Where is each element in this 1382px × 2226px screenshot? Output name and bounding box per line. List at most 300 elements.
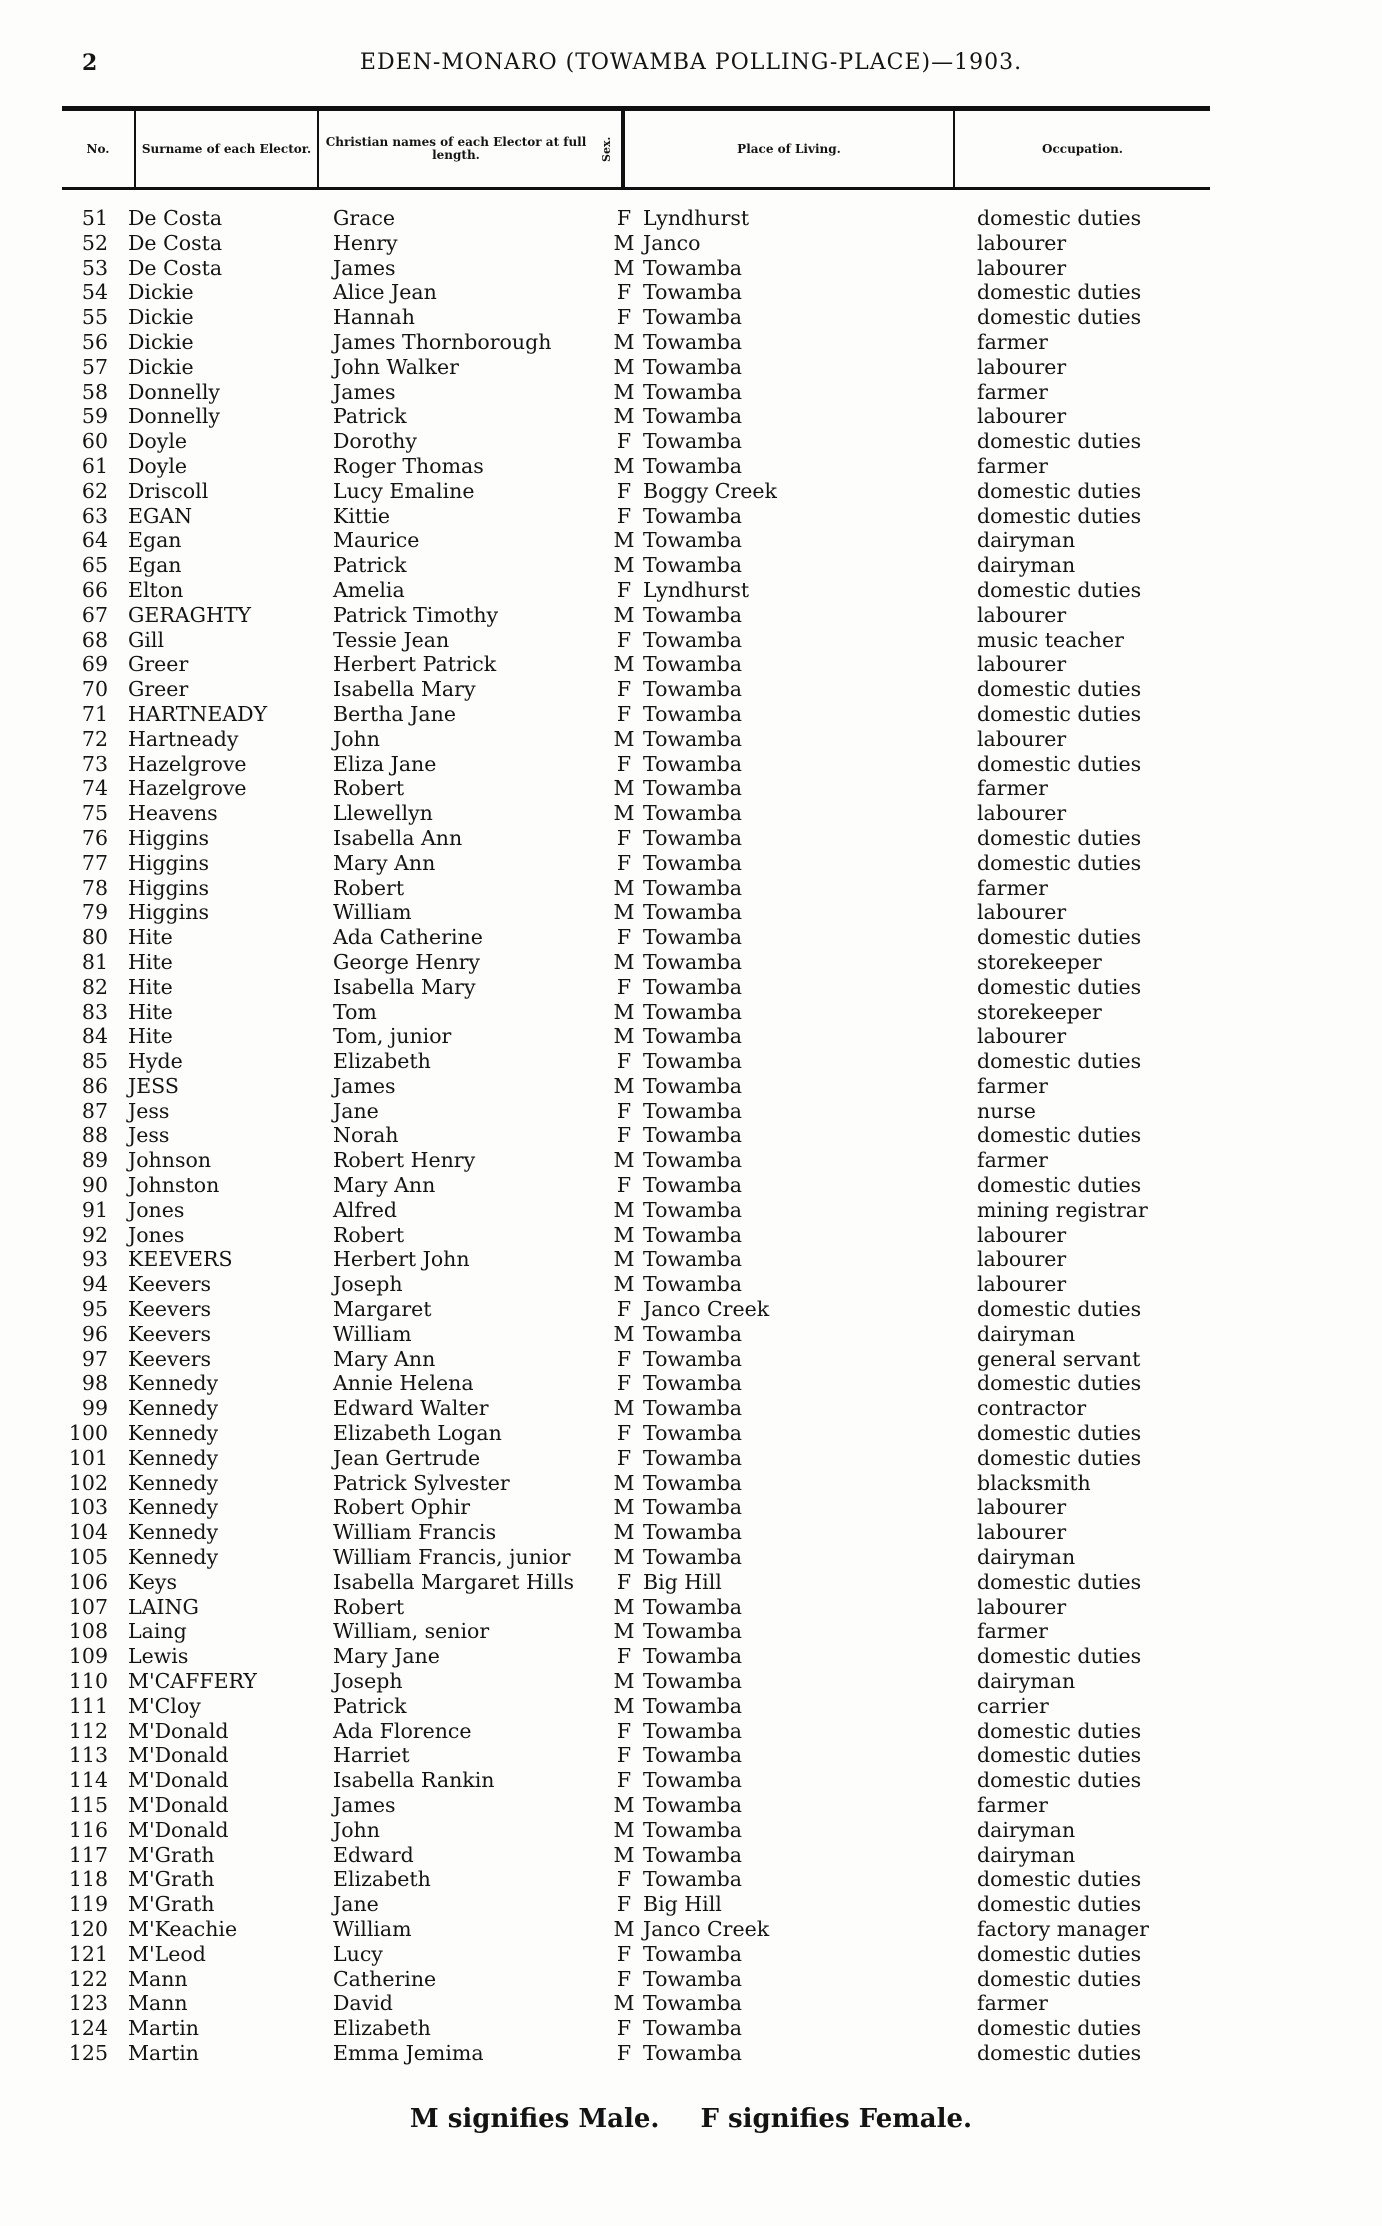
elector-sex: M: [613, 230, 635, 255]
elector-sex: F: [616, 1569, 632, 1594]
table-row: [62, 578, 1222, 603]
elector-place: Towamba: [643, 553, 742, 578]
elector-number: 92: [81, 1222, 108, 1247]
elector-number: 71: [81, 701, 108, 726]
table-row: [62, 256, 1222, 281]
table-row: [62, 206, 1222, 231]
elector-place: Towamba: [643, 1222, 742, 1247]
elector-surname: M'Grath: [128, 1842, 215, 1867]
elector-christian-names: Jean Gertrude: [333, 1445, 481, 1470]
elector-surname: Keevers: [128, 1272, 212, 1297]
table-row: [62, 826, 1222, 851]
elector-surname: Keevers: [128, 1321, 212, 1346]
elector-occupation: farmer: [977, 875, 1048, 900]
elector-sex: M: [613, 1842, 635, 1867]
elector-occupation: farmer: [977, 329, 1048, 354]
elector-christian-names: George Henry: [333, 949, 481, 974]
table-row: [62, 1074, 1222, 1099]
elector-christian-names: Tom, junior: [333, 1024, 452, 1049]
elector-place: Lyndhurst: [643, 577, 750, 602]
elector-sex: M: [613, 801, 635, 826]
elector-place: Towamba: [643, 1644, 742, 1669]
table-row: [62, 479, 1222, 504]
elector-christian-names: Edward: [333, 1842, 414, 1867]
table-row: [62, 1669, 1222, 1694]
elector-christian-names: Catherine: [333, 1966, 437, 1991]
elector-christian-names: Annie Helena: [333, 1371, 474, 1396]
elector-surname: GERAGHTY: [128, 602, 252, 627]
elector-number: 51: [81, 206, 108, 230]
elector-number: 64: [81, 528, 108, 553]
elector-christian-names: Grace: [333, 206, 396, 230]
elector-sex: F: [616, 627, 632, 652]
elector-christian-names: Lucy: [333, 1941, 383, 1966]
elector-sex: F: [616, 850, 632, 875]
elector-number: 86: [81, 1073, 108, 1098]
elector-occupation: labourer: [977, 404, 1067, 429]
elector-sex: M: [613, 1991, 635, 2016]
elector-surname: Higgins: [128, 850, 209, 875]
elector-sex: F: [616, 1445, 632, 1470]
elector-number: 84: [81, 1024, 108, 1049]
elector-sex: M: [613, 726, 635, 751]
elector-number: 112: [68, 1718, 108, 1743]
elector-surname: Doyle: [128, 453, 188, 478]
table-row: [62, 1719, 1222, 1744]
elector-surname: M'Donald: [128, 1743, 229, 1768]
elector-number: 91: [81, 1197, 108, 1222]
elector-sex: M: [613, 453, 635, 478]
elector-number: 54: [81, 280, 108, 305]
elector-christian-names: Dorothy: [333, 429, 417, 454]
elector-number: 105: [68, 1545, 108, 1570]
column-header-christian-names: Christian names of each Elector at full length.: [317, 111, 593, 187]
table-row: [62, 1619, 1222, 1644]
elector-christian-names: William Francis, junior: [333, 1545, 571, 1570]
elector-sex: F: [616, 503, 632, 528]
elector-surname: HARTNEADY: [128, 701, 268, 726]
elector-place: Janco Creek: [643, 1297, 770, 1322]
elector-surname: Dickie: [128, 280, 194, 305]
elector-number: 117: [68, 1842, 108, 1867]
elector-number: 100: [68, 1421, 108, 1446]
elector-surname: Kennedy: [128, 1470, 219, 1495]
elector-place: Big Hill: [643, 1892, 722, 1917]
elector-number: 78: [81, 875, 108, 900]
elector-christian-names: Tessie Jean: [333, 627, 450, 652]
elector-occupation: domestic duties: [977, 1867, 1142, 1892]
elector-number: 113: [68, 1743, 108, 1768]
elector-sex: M: [613, 1321, 635, 1346]
elector-place: Towamba: [643, 255, 742, 280]
table-row: [62, 1545, 1222, 1570]
table-row: [62, 1148, 1222, 1173]
elector-number: 124: [68, 2016, 108, 2041]
elector-occupation: labourer: [977, 1520, 1067, 1545]
elector-occupation: domestic duties: [977, 1718, 1142, 1743]
elector-place: Towamba: [643, 2040, 742, 2065]
elector-number: 111: [68, 1693, 108, 1718]
elector-place: Towamba: [643, 1247, 742, 1272]
elector-sex: F: [616, 1371, 632, 1396]
elector-place: Towamba: [643, 701, 742, 726]
elector-sex: M: [613, 1545, 635, 1570]
elector-number: 106: [68, 1569, 108, 1594]
elector-christian-names: William: [333, 1916, 412, 1941]
elector-number: 107: [68, 1594, 108, 1619]
elector-occupation: dairyman: [977, 528, 1076, 553]
page-title: EDEN-MONARO (TOWAMBA POLLING-PLACE)—1903.: [359, 50, 1023, 75]
elector-place: Towamba: [643, 354, 742, 379]
elector-sex: F: [616, 1098, 632, 1123]
elector-occupation: domestic duties: [977, 1966, 1142, 1991]
elector-occupation: domestic duties: [977, 577, 1142, 602]
table-row: [62, 925, 1222, 950]
elector-surname: JESS: [128, 1073, 179, 1098]
elector-surname: Hite: [128, 925, 173, 950]
table-row: [62, 231, 1222, 256]
elector-place: Towamba: [643, 528, 742, 553]
table-row: [62, 776, 1222, 801]
elector-surname: Laing: [128, 1619, 187, 1644]
elector-sex: M: [613, 1272, 635, 1297]
elector-surname: Higgins: [128, 900, 209, 925]
elector-surname: Lewis: [128, 1644, 189, 1669]
elector-surname: Donnelly: [128, 404, 221, 429]
elector-sex: F: [616, 1644, 632, 1669]
elector-occupation: dairyman: [977, 1669, 1076, 1694]
elector-surname: KEEVERS: [128, 1247, 233, 1272]
elector-sex: M: [613, 602, 635, 627]
elector-occupation: contractor: [977, 1396, 1087, 1421]
elector-christian-names: Isabella Mary: [333, 677, 476, 702]
elector-place: Towamba: [643, 329, 742, 354]
elector-number: 57: [81, 354, 108, 379]
elector-occupation: domestic duties: [977, 2040, 1142, 2065]
elector-place: Towamba: [643, 1991, 742, 2016]
elector-number: 61: [81, 453, 108, 478]
elector-sex: M: [613, 354, 635, 379]
elector-christian-names: William Francis: [333, 1520, 497, 1545]
elector-occupation: domestic duties: [977, 1569, 1142, 1594]
elector-sex: F: [616, 1123, 632, 1148]
elector-number: 125: [68, 2040, 108, 2065]
elector-occupation: labourer: [977, 652, 1067, 677]
table-row: [62, 1867, 1222, 1892]
elector-sex: M: [613, 1470, 635, 1495]
elector-number: 63: [81, 503, 108, 528]
elector-number: 62: [81, 478, 108, 503]
elector-number: 77: [81, 850, 108, 875]
elector-occupation: farmer: [977, 1148, 1048, 1173]
elector-christian-names: Herbert John: [333, 1247, 470, 1272]
elector-christian-names: Robert Henry: [333, 1148, 476, 1173]
elector-surname: Kennedy: [128, 1520, 219, 1545]
elector-christian-names: Mary Ann: [333, 1346, 436, 1371]
elector-place: Towamba: [643, 1272, 742, 1297]
elector-christian-names: Isabella Mary: [333, 974, 476, 999]
elector-place: Boggy Creek: [643, 478, 777, 503]
elector-sex: M: [613, 652, 635, 677]
elector-place: Towamba: [643, 1817, 742, 1842]
elector-place: Towamba: [643, 875, 742, 900]
elector-surname: Martin: [128, 2040, 200, 2065]
elector-christian-names: James Thornborough: [333, 329, 552, 354]
elector-sex: F: [616, 1867, 632, 1892]
elector-christian-names: Patrick Sylvester: [333, 1470, 510, 1495]
elector-place: Towamba: [643, 1123, 742, 1148]
elector-christian-names: Jane: [333, 1098, 379, 1123]
elector-place: Towamba: [643, 1768, 742, 1793]
table-row: [62, 1570, 1222, 1595]
elector-occupation: dairyman: [977, 1817, 1076, 1842]
elector-occupation: domestic duties: [977, 1049, 1142, 1074]
elector-number: 56: [81, 329, 108, 354]
elector-surname: M'Donald: [128, 1768, 229, 1793]
elector-place: Big Hill: [643, 1569, 722, 1594]
elector-occupation: domestic duties: [977, 1768, 1142, 1793]
elector-place: Towamba: [643, 1098, 742, 1123]
column-header-occupation: Occupation.: [953, 111, 1210, 187]
elector-occupation: general servant: [977, 1346, 1141, 1371]
table-row: [62, 1322, 1222, 1347]
elector-sex: M: [613, 1916, 635, 1941]
elector-sex: F: [616, 825, 632, 850]
elector-number: 79: [81, 900, 108, 925]
table-row: [62, 380, 1222, 405]
table-row: [62, 1768, 1222, 1793]
elector-place: Towamba: [643, 1148, 742, 1173]
elector-number: 102: [68, 1470, 108, 1495]
elector-christian-names: Lucy Emaline: [333, 478, 475, 503]
elector-number: 116: [68, 1817, 108, 1842]
elector-place: Towamba: [643, 1867, 742, 1892]
elector-number: 70: [81, 677, 108, 702]
elector-surname: Dickie: [128, 354, 194, 379]
table-row: [62, 1223, 1222, 1248]
female-legend: F signifies Female.: [700, 2104, 973, 2134]
table-row: [62, 1471, 1222, 1496]
elector-occupation: labourer: [977, 354, 1067, 379]
elector-surname: Keevers: [128, 1346, 212, 1371]
elector-christian-names: Elizabeth: [333, 1867, 431, 1892]
elector-sex: M: [613, 528, 635, 553]
elector-number: 83: [81, 999, 108, 1024]
elector-occupation: domestic duties: [977, 825, 1142, 850]
elector-sex: F: [616, 1421, 632, 1446]
elector-christian-names: Mary Ann: [333, 1173, 436, 1198]
elector-occupation: farmer: [977, 776, 1048, 801]
elector-christian-names: Kittie: [333, 503, 391, 528]
elector-surname: Higgins: [128, 875, 209, 900]
elector-christian-names: Robert: [333, 875, 405, 900]
elector-occupation: farmer: [977, 1619, 1048, 1644]
elector-number: 98: [81, 1371, 108, 1396]
elector-place: Towamba: [643, 652, 742, 677]
elector-place: Towamba: [643, 751, 742, 776]
elector-place: Towamba: [643, 1197, 742, 1222]
table-row: [62, 1123, 1222, 1148]
elector-occupation: domestic duties: [977, 1644, 1142, 1669]
elector-sex: M: [613, 900, 635, 925]
table-row: [62, 280, 1222, 305]
elector-place: Towamba: [643, 1396, 742, 1421]
elector-sex: F: [616, 2040, 632, 2065]
elector-occupation: dairyman: [977, 1545, 1076, 1570]
elector-occupation: blacksmith: [977, 1470, 1091, 1495]
elector-christian-names: Robert: [333, 1222, 405, 1247]
elector-sex: F: [616, 305, 632, 330]
elector-christian-names: Eliza Jane: [333, 751, 437, 776]
elector-number: 119: [68, 1892, 108, 1917]
elector-surname: Kennedy: [128, 1396, 219, 1421]
elector-occupation: labourer: [977, 1024, 1067, 1049]
elector-place: Towamba: [643, 1371, 742, 1396]
elector-number: 94: [81, 1272, 108, 1297]
elector-place: Towamba: [643, 1321, 742, 1346]
table-row: [62, 677, 1222, 702]
elector-place: Towamba: [643, 404, 742, 429]
elector-surname: Greer: [128, 677, 189, 702]
elector-sex: F: [616, 1049, 632, 1074]
elector-occupation: labourer: [977, 602, 1067, 627]
elector-number: 81: [81, 949, 108, 974]
elector-number: 93: [81, 1247, 108, 1272]
elector-occupation: farmer: [977, 1073, 1048, 1098]
elector-christian-names: Ada Catherine: [333, 925, 483, 950]
elector-place: Towamba: [643, 825, 742, 850]
table-row: [62, 702, 1222, 727]
elector-number: 87: [81, 1098, 108, 1123]
elector-christian-names: Herbert Patrick: [333, 652, 497, 677]
elector-occupation: domestic duties: [977, 1445, 1142, 1470]
elector-sex: F: [616, 1768, 632, 1793]
elector-christian-names: Isabella Rankin: [333, 1768, 495, 1793]
elector-surname: Kennedy: [128, 1495, 219, 1520]
elector-sex: F: [616, 925, 632, 950]
elector-occupation: nurse: [977, 1098, 1036, 1123]
elector-occupation: domestic duties: [977, 503, 1142, 528]
elector-sex: M: [613, 1594, 635, 1619]
table-row: [62, 1173, 1222, 1198]
elector-christian-names: Robert: [333, 776, 405, 801]
elector-number: 72: [81, 726, 108, 751]
elector-number: 90: [81, 1173, 108, 1198]
elector-surname: LAING: [128, 1594, 199, 1619]
elector-christian-names: Roger Thomas: [333, 453, 484, 478]
table-row: [62, 1049, 1222, 1074]
elector-number: 73: [81, 751, 108, 776]
table-row: [62, 1396, 1222, 1421]
elector-place: Towamba: [643, 1024, 742, 1049]
elector-sex: M: [613, 329, 635, 354]
elector-occupation: dairyman: [977, 1842, 1076, 1867]
elector-place: Lyndhurst: [643, 206, 750, 230]
table-row: [62, 1000, 1222, 1025]
elector-christian-names: William: [333, 900, 412, 925]
elector-surname: Johnston: [128, 1173, 220, 1198]
table-header: [62, 106, 1210, 190]
elector-number: 120: [68, 1916, 108, 1941]
table-row: [62, 1991, 1222, 2016]
elector-number: 89: [81, 1148, 108, 1173]
elector-place: Janco Creek: [643, 1916, 770, 1941]
elector-christian-names: Isabella Margaret Hills: [333, 1569, 575, 1594]
elector-sex: M: [613, 1669, 635, 1694]
elector-number: 96: [81, 1321, 108, 1346]
table-row: [62, 1371, 1222, 1396]
elector-occupation: domestic duties: [977, 280, 1142, 305]
table-row: [62, 1743, 1222, 1768]
elector-christian-names: Edward Walter: [333, 1396, 489, 1421]
elector-occupation: domestic duties: [977, 1173, 1142, 1198]
elector-surname: Egan: [128, 553, 182, 578]
elector-number: 118: [68, 1867, 108, 1892]
elector-christian-names: Hannah: [333, 305, 415, 330]
elector-occupation: domestic duties: [977, 1941, 1142, 1966]
elector-place: Towamba: [643, 925, 742, 950]
table-row: [62, 2016, 1222, 2041]
elector-surname: M'Leod: [128, 1941, 206, 1966]
table-row: [62, 851, 1222, 876]
elector-christian-names: James: [333, 379, 396, 404]
elector-sex: F: [616, 1297, 632, 1322]
table-row: [62, 1694, 1222, 1719]
elector-number: 69: [81, 652, 108, 677]
table-row: [62, 1247, 1222, 1272]
elector-christian-names: Jane: [333, 1892, 379, 1917]
elector-number: 65: [81, 553, 108, 578]
elector-sex: F: [616, 1941, 632, 1966]
elector-sex: F: [616, 280, 632, 305]
elector-number: 80: [81, 925, 108, 950]
elector-occupation: domestic duties: [977, 305, 1142, 330]
elector-place: Towamba: [643, 1520, 742, 1545]
elector-place: Towamba: [643, 1842, 742, 1867]
table-row: [62, 528, 1222, 553]
elector-surname: Hite: [128, 974, 173, 999]
elector-surname: Elton: [128, 577, 184, 602]
elector-place: Towamba: [643, 1619, 742, 1644]
elector-sex: M: [613, 553, 635, 578]
elector-occupation: dairyman: [977, 553, 1076, 578]
elector-number: 122: [68, 1966, 108, 1991]
elector-christian-names: Emma Jemima: [333, 2040, 484, 2065]
elector-surname: Mann: [128, 1966, 188, 1991]
elector-surname: M'Donald: [128, 1718, 229, 1743]
elector-place: Towamba: [643, 900, 742, 925]
elector-sex: M: [613, 1073, 635, 1098]
elector-place: Janco: [643, 230, 701, 255]
table-row: [62, 1942, 1222, 1967]
elector-place: Towamba: [643, 627, 742, 652]
elector-number: 95: [81, 1297, 108, 1322]
elector-occupation: farmer: [977, 1991, 1048, 2016]
elector-sex: F: [616, 2016, 632, 2041]
elector-surname: Hite: [128, 999, 173, 1024]
elector-surname: Jess: [128, 1123, 170, 1148]
elector-number: 88: [81, 1123, 108, 1148]
elector-number: 114: [68, 1768, 108, 1793]
elector-surname: Jess: [128, 1098, 170, 1123]
elector-sex: F: [616, 1892, 632, 1917]
elector-sex: M: [613, 1520, 635, 1545]
elector-occupation: domestic duties: [977, 206, 1142, 230]
elector-number: 109: [68, 1644, 108, 1669]
elector-surname: Kennedy: [128, 1545, 219, 1570]
table-row: [62, 1099, 1222, 1124]
elector-occupation: domestic duties: [977, 701, 1142, 726]
